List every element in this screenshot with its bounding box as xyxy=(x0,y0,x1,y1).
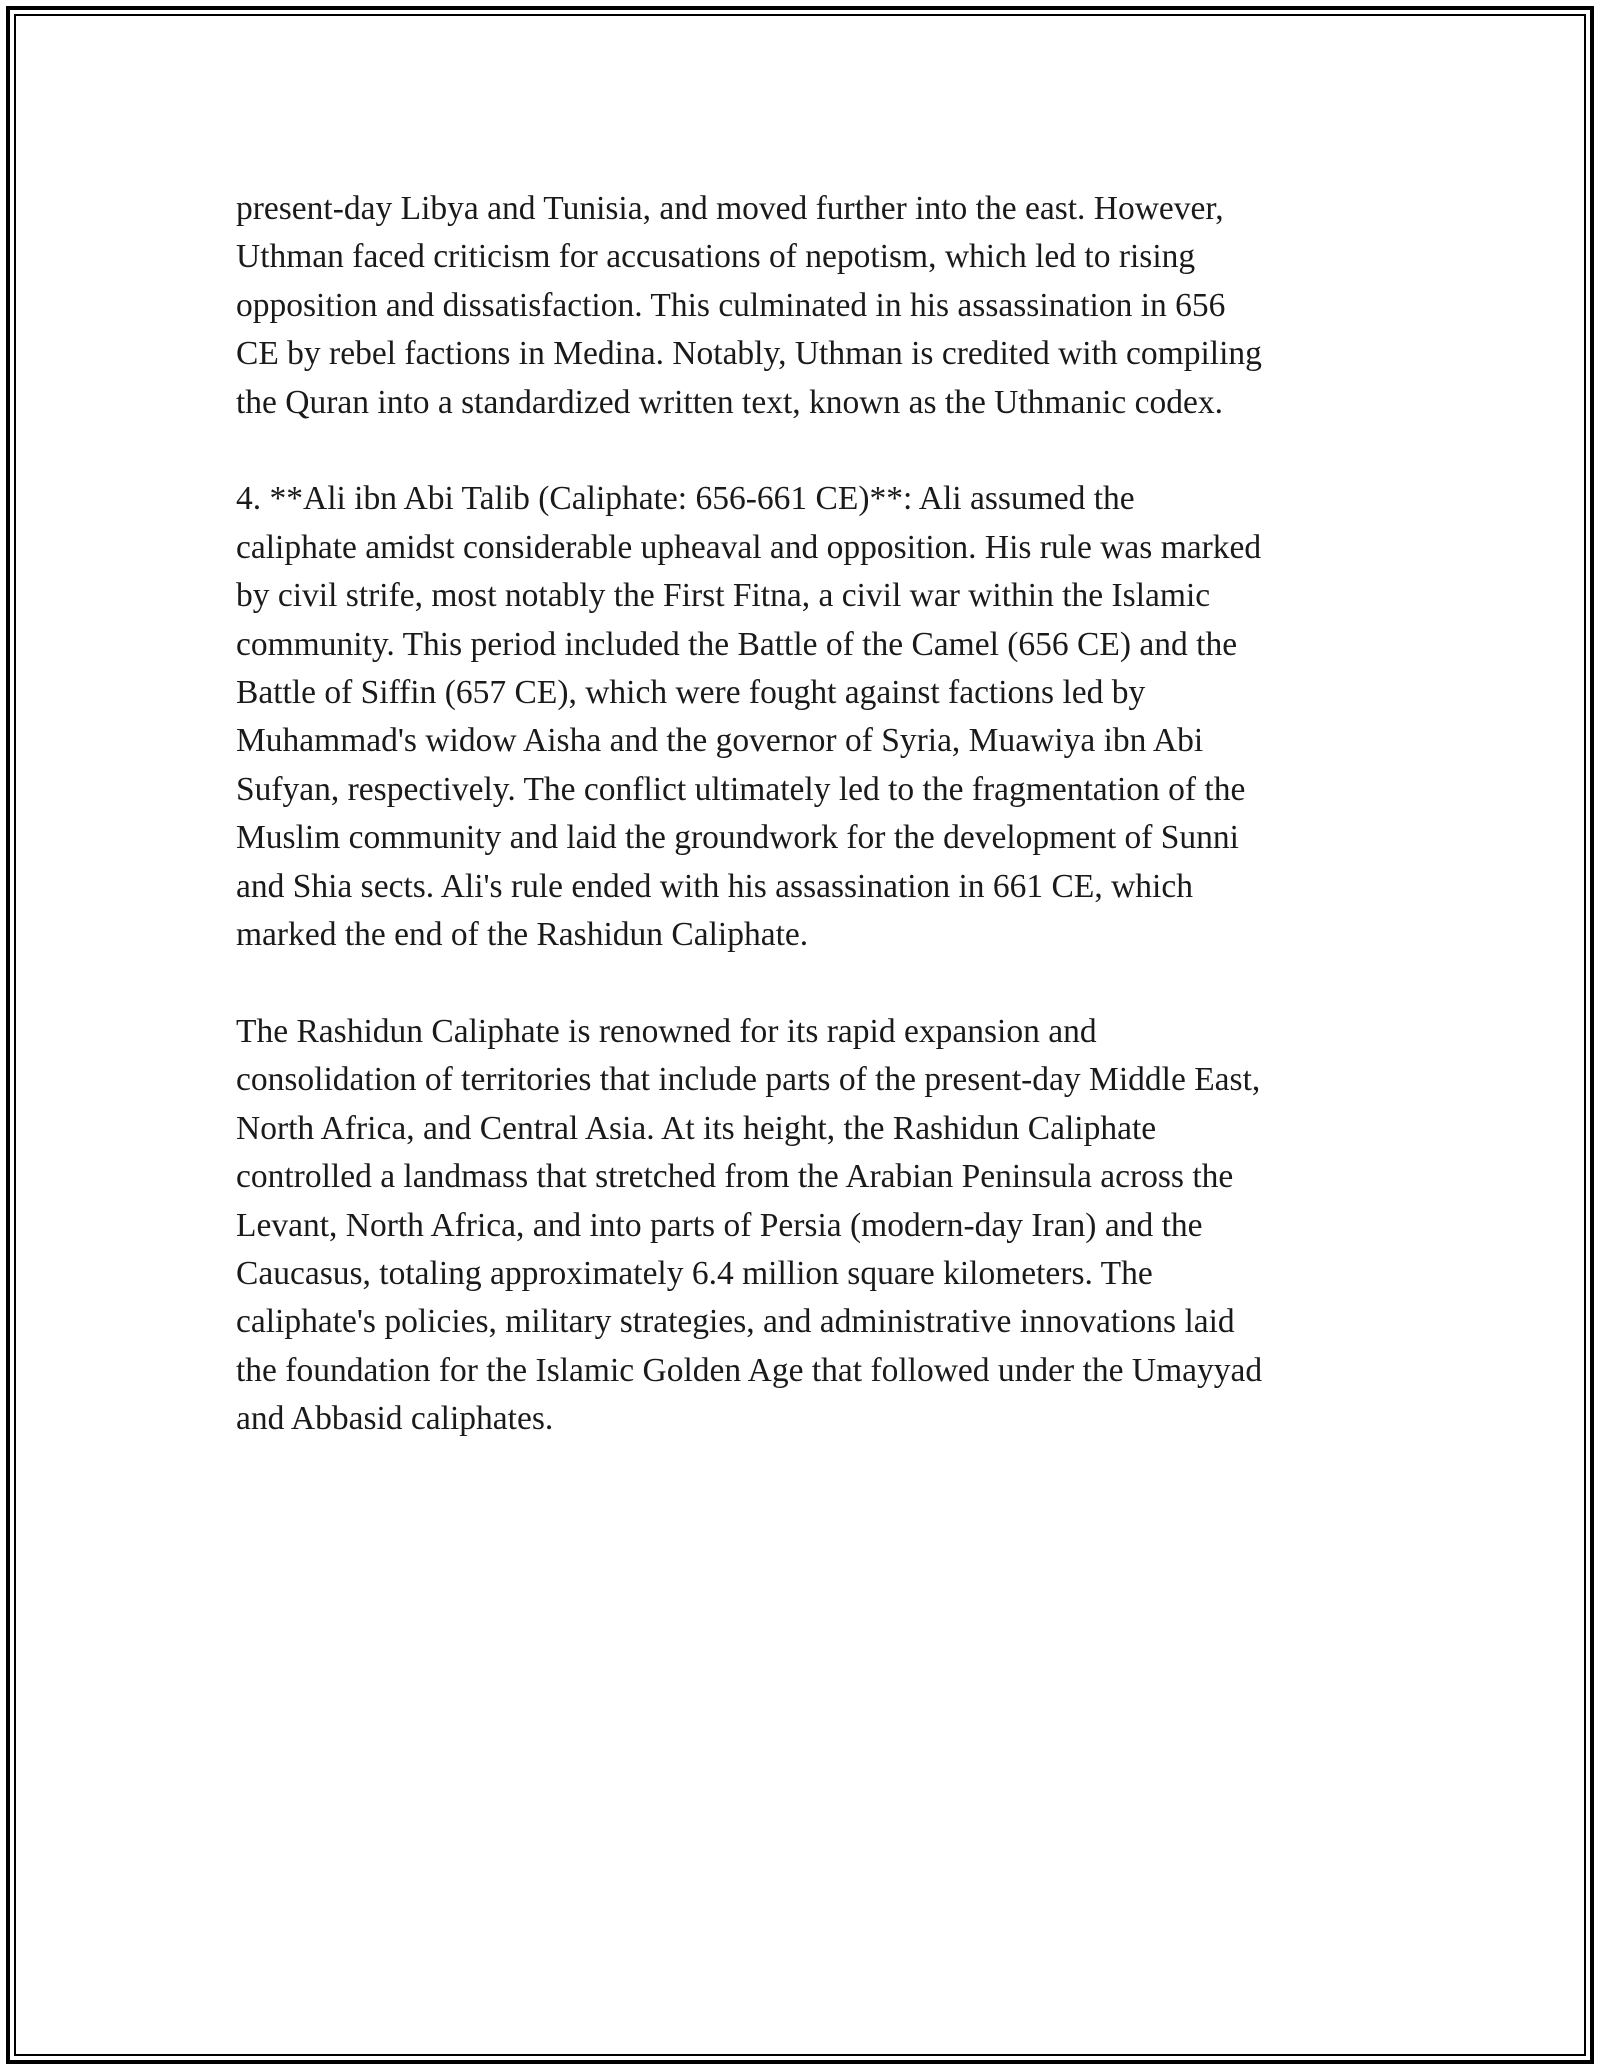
paragraph-uthman: present-day Libya and Tunisia, and moved further into the east. However, Uthman faced criticism for accusations of nepotism, which led to rising opposition and dissatisfaction. This culminated in his assassination in 656 CE by rebel factions in Medina. Notably, Uthman is credited with compiling the Quran into a standardized written text, known as the Uthmanic codex. xyxy=(236,190,1262,421)
document-body xyxy=(236,185,1366,1492)
paragraph-ali: 4. **Ali ibn Abi Talib (Caliphate: 656-661 CE)**: Ali assumed the caliphate amidst considerable upheaval and opposition. His rule was marked by civil strife, most notably the First Fitna, a civil war within the Islamic community. This period included the Battle of the Camel (656 CE) and the Battle of Siffin (657 CE), which were fought against factions led by Muhammad's widow Aisha and the governor of Syria, Muawiya ibn Abi Sufyan, respectively. The conflict ultimately led to the fragmentation of the Muslim community and laid the groundwork for the development of Sunni and Shia sects. Ali's rule ended with his assassination in 661 CE, which marked the end of the Rashidun Caliphate. xyxy=(236,480,1262,954)
paragraph-rashidun-summary: The Rashidun Caliphate is renowned for its rapid expansion and consolidation of territories that include parts of the present-day Middle East, North Africa, and Central Asia. At its height, the Rashidun Caliphate controlled a landmass that stretched from the Arabian Peninsula across the Levant, North Africa, and into parts of Persia (modern-day Iran) and the Caucasus, totaling approximately 6.4 million square kilometers. The caliphate's policies, military strategies, and administrative innovations laid the foundation for the Islamic Golden Age that followed under the Umayyad and Abbasid caliphates. xyxy=(236,1012,1263,1438)
